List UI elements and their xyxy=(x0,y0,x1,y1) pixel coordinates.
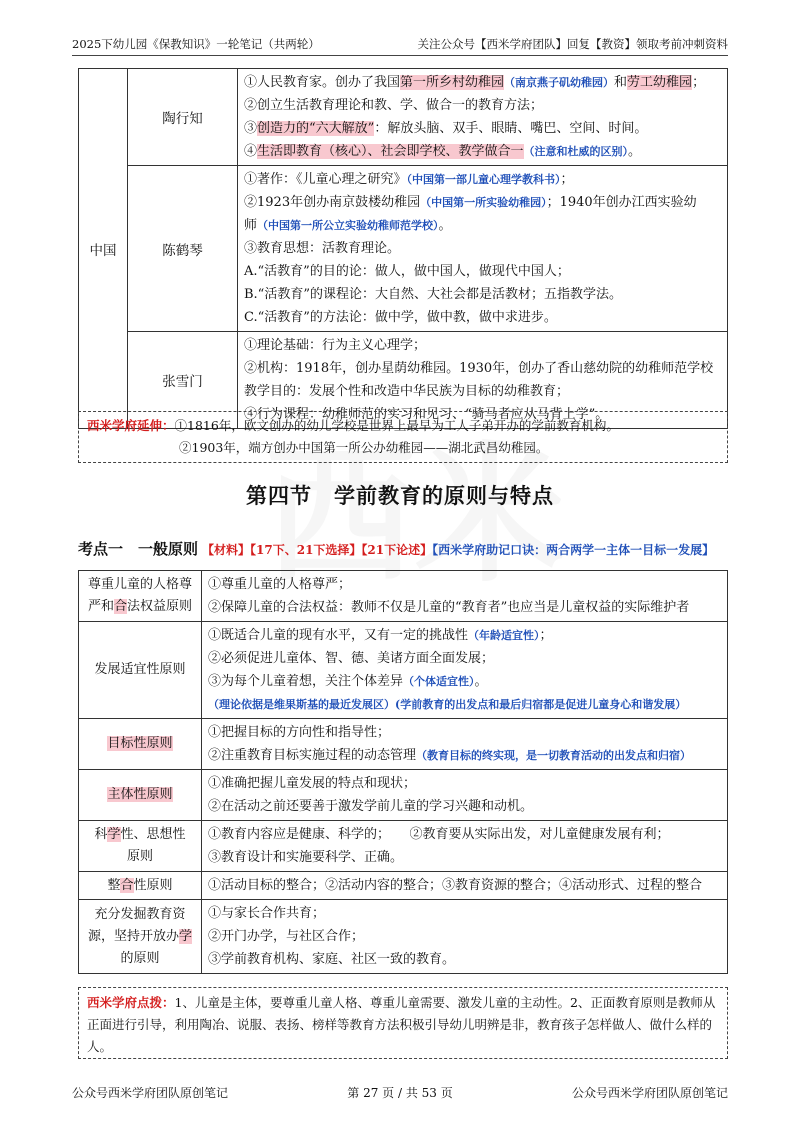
text-line xyxy=(208,925,721,948)
note-text: （年龄适宜性） xyxy=(468,629,540,642)
principle-name xyxy=(79,571,202,622)
text-segment: A.“活教育”的目的论：做人，做中国人，做现代中国人； xyxy=(244,264,570,279)
note-text: （个体适宜性） xyxy=(403,675,475,688)
principle-row xyxy=(79,821,728,872)
highlighted-text: 生活即教育（核心）、社会即学校、教学做合一 xyxy=(257,144,524,159)
page-footer xyxy=(72,1084,728,1101)
keypoint-mnemonic: 【西米学府助记口诀：两合两学一主体一目标一发展】 xyxy=(432,543,715,557)
text-line xyxy=(244,260,721,283)
principle-name-line xyxy=(83,733,197,755)
note-text: （中国第一部儿童心理学教科书） xyxy=(406,173,561,186)
text-line xyxy=(208,874,721,897)
principle-details xyxy=(202,872,728,900)
keypoint-heading xyxy=(78,538,714,559)
text-line xyxy=(208,823,721,846)
highlighted-text: 目标性原则 xyxy=(107,736,173,751)
text-line xyxy=(208,624,721,647)
text-segment: ②在活动之前还要善于激发学前儿童的学习兴趣和动机。 xyxy=(208,799,534,814)
text-segment: 尊重儿童的人格尊 xyxy=(87,577,192,592)
table-row xyxy=(79,69,728,166)
principle-name-line xyxy=(83,846,197,868)
text-segment: ③学前教育机构、家庭、社区一致的教育。 xyxy=(208,952,456,967)
highlighted-text: 创造力的“六大解放” xyxy=(257,121,375,136)
text-line xyxy=(244,357,721,380)
principle-row xyxy=(79,872,728,900)
text-segment: 。 xyxy=(438,218,452,233)
keypoint-tags: 【材料】【17下、21下选择】【21下论述】 xyxy=(202,543,433,557)
text-segment: 。 xyxy=(474,674,488,689)
region-cell: 中国 xyxy=(79,69,128,429)
extension-label: 西米学府延伸： xyxy=(87,418,175,433)
text-line xyxy=(208,573,721,596)
text-line xyxy=(244,191,721,214)
text-segment: ③为每个儿童着想，关注个体差异 xyxy=(208,674,404,689)
text-segment: ②机构：1918年，创办星荫幼稚园。1930年，创办了香山慈幼院的幼稚师范学校 xyxy=(244,361,714,376)
text-segment: 发展适宜性原则 xyxy=(94,662,186,677)
text-line xyxy=(208,948,721,971)
text-line xyxy=(244,380,721,403)
text-line xyxy=(244,94,721,117)
text-segment: ； xyxy=(539,628,553,643)
text-line xyxy=(208,846,721,869)
text-segment: ①把握目标的方向性和指导性； xyxy=(208,725,391,740)
text-line xyxy=(244,306,721,329)
principle-name xyxy=(79,900,202,974)
text-segment: ③教育设计和实施要科学、正确。 xyxy=(208,850,404,865)
text-segment: 法权益原则 xyxy=(127,599,193,614)
principle-name-line xyxy=(83,784,197,806)
principle-name xyxy=(79,719,202,770)
principle-name-line xyxy=(83,904,197,926)
header-right-text: 关注公众号【西米学府团队】回复【教资】领取考前冲刺资料 xyxy=(417,37,728,51)
footer-right-text: 公众号西米学府团队原创笔记 xyxy=(571,1086,728,1100)
principle-name-line xyxy=(83,875,197,897)
text-segment: ①著作：《儿童心理之研究》 xyxy=(244,172,407,187)
text-line xyxy=(244,168,721,191)
text-segment: 性、思想性 xyxy=(120,827,186,842)
principle-name-line xyxy=(83,596,197,618)
text-segment: ①与家长合作共育； xyxy=(208,906,326,921)
note-text: （理论依据是维果斯基的最近发展区）(学前教育的出发点和最后归宿都是促进儿童身心和谐发展） xyxy=(208,698,687,711)
principle-row xyxy=(79,770,728,821)
text-segment: 充分发掘教育资 xyxy=(94,906,186,922)
text-segment: 。 xyxy=(628,144,642,159)
text-line xyxy=(208,795,721,818)
highlighted-text: 主体性原则 xyxy=(107,787,173,802)
text-segment: ②必须促进儿童体、智、德、美诸方面全面发展； xyxy=(208,651,495,666)
text-line xyxy=(244,71,721,94)
principle-name-line xyxy=(83,824,197,846)
text-segment: 的原则 xyxy=(120,950,160,966)
text-segment: ； xyxy=(560,172,574,187)
text-segment: ①活动目标的整合；②活动内容的整合；③教育资源的整合；④活动形式、过程的整合 xyxy=(208,878,703,893)
principle-name xyxy=(79,872,202,900)
text-segment: ②1923年创办南京鼓楼幼稚园 xyxy=(244,195,421,210)
educator-name: 陶行知 xyxy=(128,69,238,166)
text-line xyxy=(208,647,721,670)
text-segment: ②注重教育目标实施过程的动态管理 xyxy=(208,748,417,763)
extension-box xyxy=(78,411,728,463)
tip-text: 1、儿童是主体，要尊重儿童人格、尊重儿童需要、激发儿童的主动性。2、正面教育原则是教师从正面进行引导，利用陶冶、说服、表扬、榜样等教育方法积极引导幼儿明辨是非，教育孩子怎样做人、做什么样的人。 xyxy=(87,995,716,1054)
text-line xyxy=(208,670,721,693)
text-segment: 源，坚持开放办 xyxy=(87,928,179,944)
table-row xyxy=(79,166,728,332)
text-segment: ①既适合儿童的现有水平，又有一定的挑战性 xyxy=(208,628,469,643)
keypoint-title: 考点一 一般原则 xyxy=(78,540,199,558)
text-line xyxy=(208,596,721,619)
section-title: 第四节 学前教育的原则与特点 xyxy=(246,483,554,508)
principle-details xyxy=(202,770,728,821)
page-number: 第 27 页 / 共 53 页 xyxy=(347,1086,453,1100)
text-segment: 整 xyxy=(107,877,121,893)
educator-details xyxy=(238,69,728,166)
principle-name-line xyxy=(83,574,197,596)
principle-details xyxy=(202,622,728,719)
highlighted-text: 第一所乡村幼稚园 xyxy=(400,75,505,90)
note-text: （教育目标的终实现，是一切教育活动的出发点和归宿） xyxy=(416,749,692,762)
educator-details xyxy=(238,166,728,332)
principle-name-line xyxy=(83,948,197,970)
note-text: （中国第一所实验幼稚园） xyxy=(420,196,547,209)
text-segment: 性原则 xyxy=(133,877,173,893)
text-segment: ； xyxy=(692,75,706,90)
text-segment: 师 xyxy=(244,218,258,233)
text-segment: 原则 xyxy=(126,849,153,864)
text-segment: ②保障儿童的合法权益：教师不仅是儿童的“教育者”也应当是儿童权益的实际维护者 xyxy=(208,600,690,615)
text-segment: ①理论基础：行为主义心理学； xyxy=(244,338,427,353)
text-segment: 教学目的：发展个性和改造中华民族为目标的幼稚教育； xyxy=(244,384,570,399)
highlighted-text: 合 xyxy=(113,599,127,614)
text-segment: ③ xyxy=(244,121,258,136)
text-segment: ④ xyxy=(244,144,258,159)
text-segment: ；1940年创办江西实验幼 xyxy=(546,195,697,210)
principle-details xyxy=(202,821,728,872)
page-header xyxy=(72,36,728,56)
highlighted-text: 学 xyxy=(107,827,121,842)
text-line xyxy=(208,744,721,767)
text-line xyxy=(208,693,721,716)
extension-line-2: ②1903年，端方创办中国第一所公办幼稚园——湖北武昌幼稚园。 xyxy=(179,440,549,455)
text-segment: ④行为课程：幼稚师范的实习和见习、“骑马者应从马背上学”。 xyxy=(244,407,609,422)
text-segment: ①人民教育家。创办了我国 xyxy=(244,75,401,90)
principle-name-line xyxy=(83,926,197,948)
header-left-text: 2025下幼儿园《保教知识》一轮笔记（共两轮） xyxy=(72,37,320,51)
text-segment: 和 xyxy=(614,75,628,90)
text-line xyxy=(244,214,721,237)
educators-table xyxy=(78,68,728,429)
principle-row xyxy=(79,719,728,770)
text-line xyxy=(244,283,721,306)
principle-details xyxy=(202,719,728,770)
text-segment: 科 xyxy=(94,827,108,842)
text-line xyxy=(208,721,721,744)
principle-name-line xyxy=(83,659,197,681)
text-segment: 严和 xyxy=(87,599,114,614)
text-line xyxy=(208,902,721,925)
educator-name: 张雪门 xyxy=(128,332,238,429)
text-segment: ：解放头脑、双手、眼睛、嘴巴、空间、时间。 xyxy=(374,121,648,136)
text-line xyxy=(244,237,721,260)
text-segment: C.“活教育”的方法论：做中学，做中教，做中求进步。 xyxy=(244,310,557,325)
principle-row xyxy=(79,622,728,719)
note-text: （南京燕子矶幼稚园） xyxy=(504,76,615,89)
principle-details xyxy=(202,900,728,974)
principle-name xyxy=(79,821,202,872)
text-segment: B.“活教育”的课程论：大自然、大社会都是活教材；五指教学法。 xyxy=(244,287,622,302)
text-segment: ②开门办学，与社区合作； xyxy=(208,929,365,944)
text-line xyxy=(244,117,721,140)
principle-name xyxy=(79,622,202,719)
highlighted-text: 劳工幼稚园 xyxy=(627,75,693,90)
principle-row xyxy=(79,571,728,622)
text-segment: ③教育思想：活教育理论。 xyxy=(244,241,401,256)
principle-row xyxy=(79,900,728,974)
principles-table xyxy=(78,570,728,974)
principle-name xyxy=(79,770,202,821)
text-segment: ①尊重儿童的人格尊严； xyxy=(208,577,352,592)
text-line xyxy=(244,140,721,163)
footer-left-text: 公众号西米学府团队原创笔记 xyxy=(72,1086,229,1100)
text-segment: ①教育内容应是健康、科学的； ②教育要从实际出发，对儿童健康发展有利； xyxy=(208,827,670,842)
tip-label: 西米学府点拨： xyxy=(87,995,175,1010)
highlighted-text: 学 xyxy=(179,928,193,944)
text-line xyxy=(208,772,721,795)
educator-name: 陈鹤琴 xyxy=(128,166,238,332)
text-segment: ①准确把握儿童发展的特点和现状； xyxy=(208,776,417,791)
extension-line-1: ①1816年，欧文创办的幼儿学校是世界上最早为工人子弟开办的学前教育机构。 xyxy=(174,418,619,433)
tip-box xyxy=(78,987,728,1059)
text-line xyxy=(244,334,721,357)
note-text: （注意和杜威的区别） xyxy=(523,145,629,158)
note-text: （中国第一所公立实验幼稚师范学校） xyxy=(257,219,439,232)
principle-details xyxy=(202,571,728,622)
text-segment: ②创立生活教育理论和教、学、做合一的教育方法； xyxy=(244,98,544,113)
highlighted-text: 合 xyxy=(120,877,134,893)
